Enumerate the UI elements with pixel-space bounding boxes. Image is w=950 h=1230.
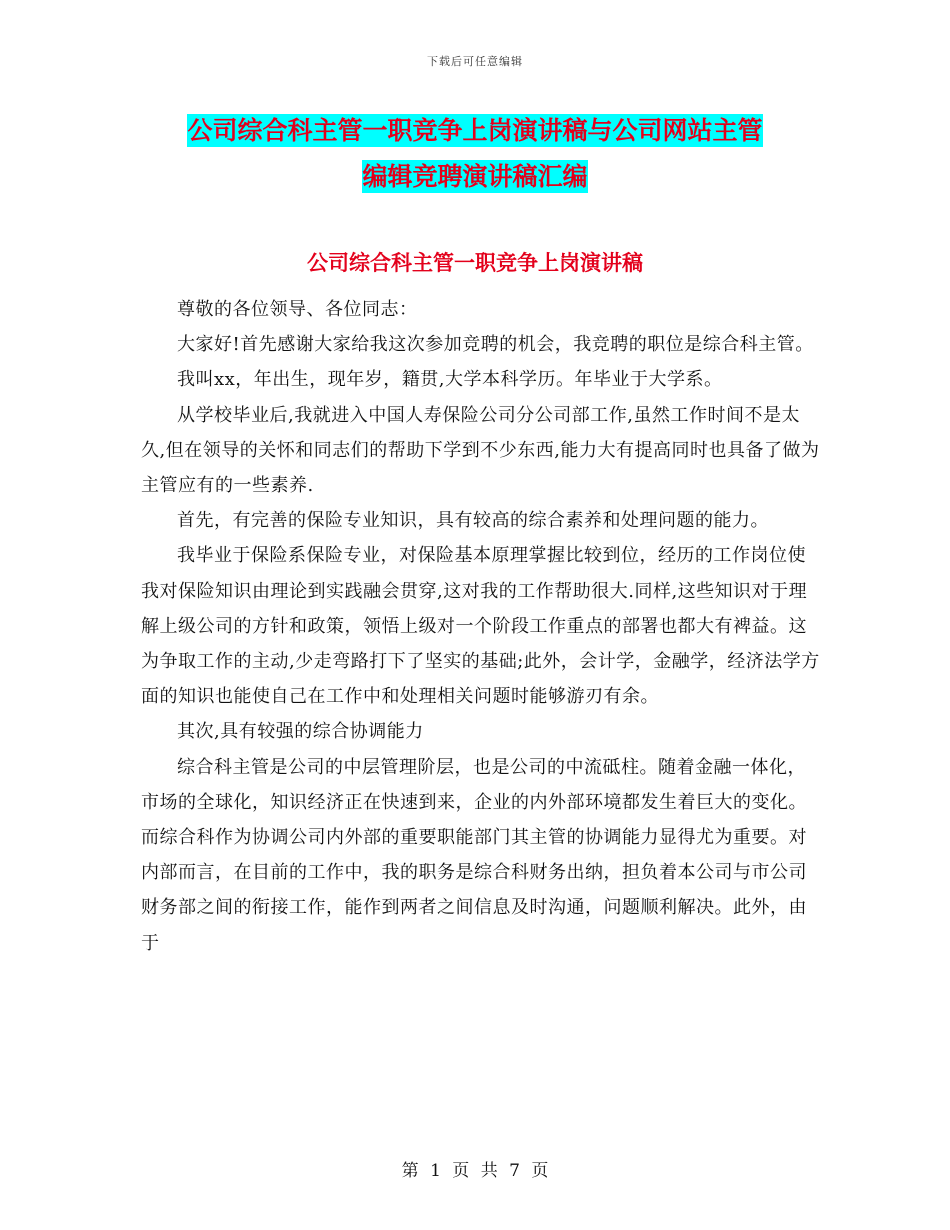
main-title-line-1: 公司综合科主管一职竞争上岗演讲稿与公司网站主管: [187, 116, 763, 145]
paragraph-professional-knowledge: 我毕业于保险系保险专业，对保险基本原理掌握比较到位，经历的工作岗位使我对保险知识由理论到实践融会贯穿,这对我的工作帮助很大.同样,这些知识对于理解上级公司的方针和政策，领悟上级对一个阶段工作重点的部署也都大有裨益。这为争取工作的主动,少走弯路打下了坚实的基础;此外，会计学，金融学，经济法学方面的知识也能使自己在工作中和处理相关问题时能够游刃有余。: [141, 545, 820, 708]
paragraph-intro: 我叫xx，年出生，现年岁，籍贯,大学本科学历。年毕业于大学系。: [177, 369, 723, 391]
paragraph-coordination-ability: 综合科主管是公司的中层管理阶层，也是公司的中流砥柱。随着金融一体化，市场的全球化，知识经济正在快速到来，企业的内外部环境都发生着巨大的变化。而综合科作为协调公司内外部的重要职能部门其主管的协调能力显得尤为重要。对内部而言，在目前的工作中，我的职务是综合科财务出纳，担负着本公司与市公司财务部之间的衔接工作，能作到两者之间信息及时沟通，问题顺利解决。此外，由于: [141, 756, 807, 954]
paragraph-salutation: 尊敬的各位领导、各位同志：: [177, 299, 418, 320]
header-note: 下载后可任意编辑: [427, 55, 523, 68]
body-text: [141, 292, 821, 961]
paragraph-first-point: 首先，有完善的保险专业知识，具有较高的综合素养和处理问题的能力。: [177, 510, 769, 532]
paragraph-second-point: 其次,具有较强的综合协调能力: [177, 721, 424, 743]
page-footer: 第 1 页 共 7 页: [401, 1161, 549, 1181]
section-title: 公司综合科主管一职竞争上岗演讲稿: [307, 251, 643, 275]
paragraph-work-history: 从学校毕业后,我就进入中国人寿保险公司分公司部工作,虽然工作时间不是太久,但在领导的关怀和同志们的帮助下学到不少东西,能力大有提高同时也具备了做为主管应有的一些素养.: [141, 404, 820, 497]
main-title-line-2: 编辑竞聘演讲稿汇编: [362, 162, 588, 191]
paragraph-greeting: 大家好!首先感谢大家给我这次参加竞聘的机会，我竞聘的职位是综合科主管。: [177, 334, 814, 356]
main-title: [0, 108, 950, 200]
